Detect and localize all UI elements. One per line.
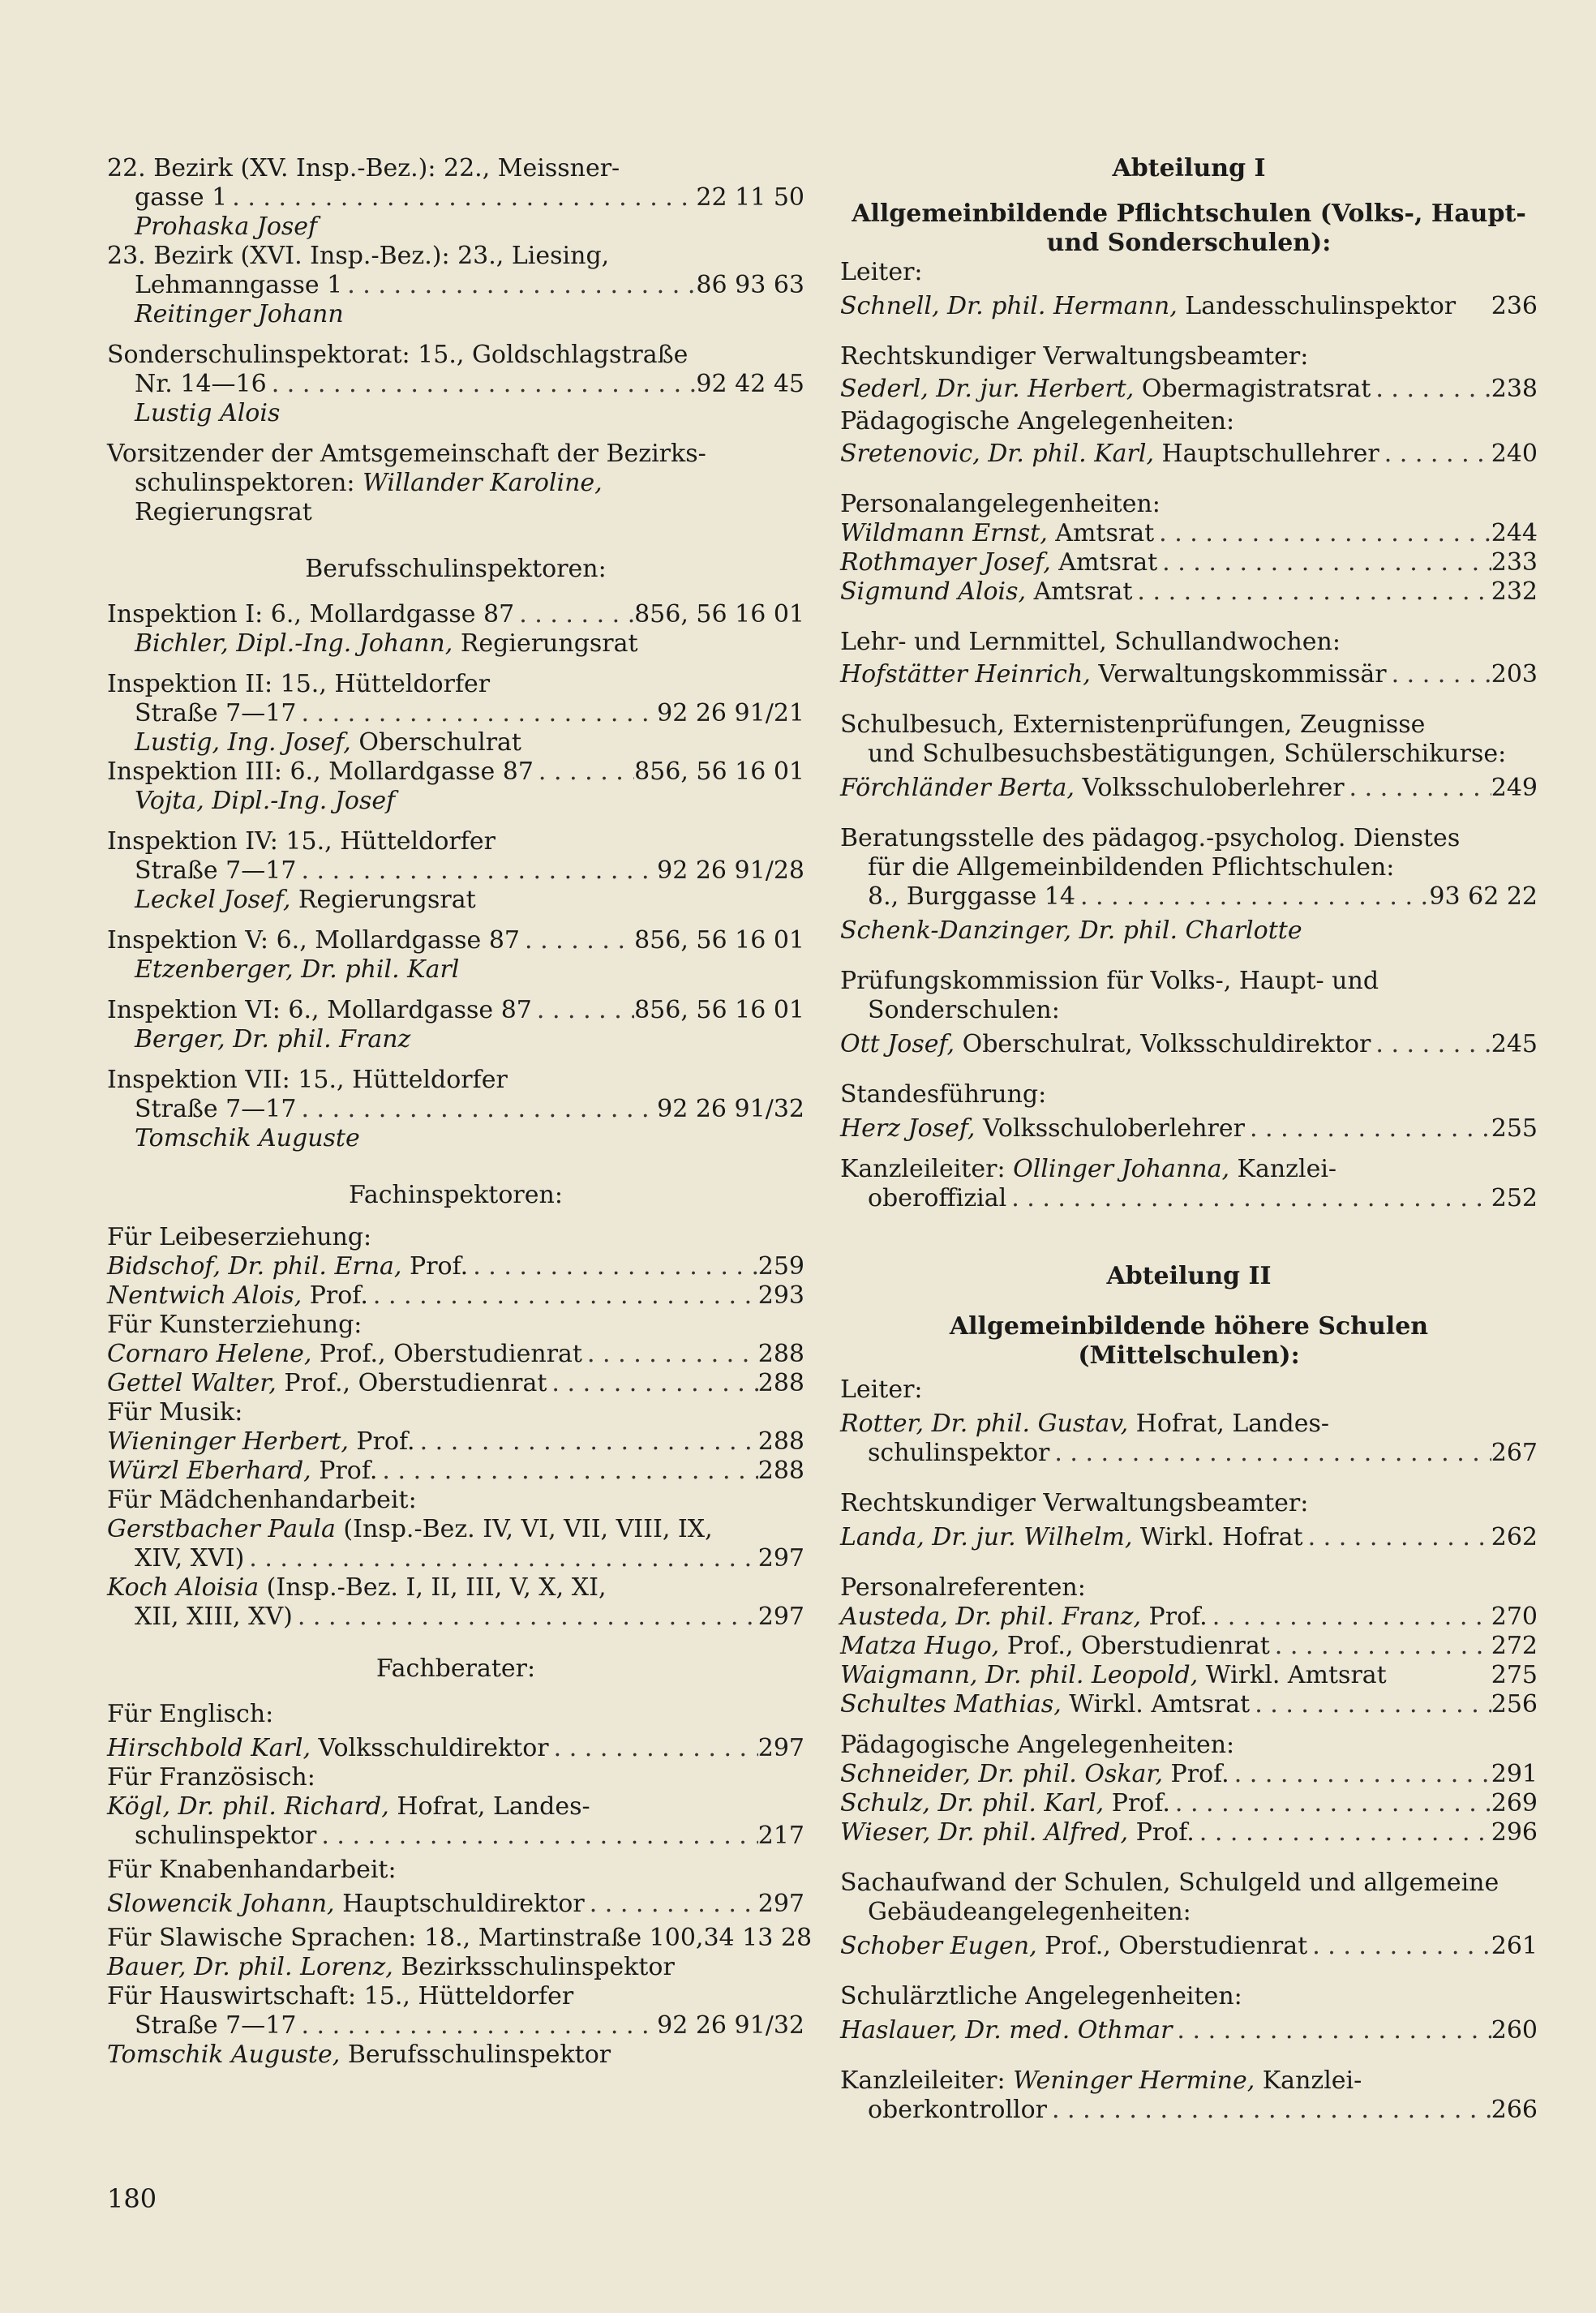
hauswirtschaft-line2: Straße 7—17 . . . 92 26 91/32 bbox=[107, 2011, 804, 2041]
fachinspektoren-heading: Fachinspektoren: bbox=[349, 1181, 563, 1209]
slowencik-row: Slowencik Johann, Hauptschuldirektor . . . 297 bbox=[107, 1890, 804, 1919]
austeda-row: Austeda, Dr. phil. Franz, Prof. . . . 270 bbox=[840, 1603, 1538, 1632]
haslauer-row: Haslauer, Dr. med. Othmar . . . 260 bbox=[840, 2016, 1538, 2045]
lehrmittel-label: Lehr- und Lernmittel, Schullandwochen: bbox=[840, 628, 1341, 656]
inspektion-4-line2: Straße 7—17 . . . 92 26 91/28 bbox=[107, 856, 804, 886]
koegl-line1: Kögl, Dr. phil. Richard, Hofrat, Landes- bbox=[107, 1792, 590, 1821]
rechtskundig-label-1: Rechtskundiger Verwaltungsbeamter: bbox=[840, 342, 1309, 371]
inspektion-3: Inspektion III: 6., Mollardgasse 87 . . . 856, 56 16 01 bbox=[107, 757, 804, 787]
bezirk-23-name: Reitinger Johann bbox=[135, 300, 344, 328]
page-number: 180 bbox=[107, 2183, 157, 2214]
leibeserziehung-label: Für Leibeserziehung: bbox=[107, 1223, 372, 1251]
sonderschul-name: Lustig Alois bbox=[135, 399, 281, 427]
beratung-line3: 8., Burggasse 14 . . . 93 62 22 bbox=[840, 882, 1538, 912]
hofstaetter-row: Hofstätter Heinrich, Verwaltungskommissär . . . 203 bbox=[840, 660, 1538, 689]
waigmann-row: Waigmann, Dr. phil. Leopold, Wirkl. Amtsrat 275 bbox=[840, 1661, 1538, 1689]
sretenovic-row: Sretenovic, Dr. phil. Karl, Hauptschullehrer . . . 240 bbox=[840, 440, 1538, 469]
schultes-row: Schultes Mathias, Wirkl. Amtsrat . . . 256 bbox=[840, 1690, 1538, 1719]
wildmann-row: Wildmann Ernst, Amtsrat . . . 244 bbox=[840, 519, 1538, 548]
foerchlaender-row: Förchländer Berta, Volksschuloberlehrer . . . 249 bbox=[840, 774, 1538, 803]
pruefung-line2: Sonderschulen: bbox=[868, 996, 1060, 1024]
paedagogisch-label-2: Pädagogische Angelegenheiten: bbox=[840, 1731, 1235, 1759]
schober-row: Schober Eugen, Prof., Oberstudienrat . . . 261 bbox=[840, 1932, 1538, 1961]
koch-line2: XII, XIII, XV) . . . 297 bbox=[107, 1603, 804, 1632]
bidschof-row: Bidschof, Dr. phil. Erna, Prof. . . . 259 bbox=[107, 1252, 804, 1281]
sederl-row: Sederl, Dr. jur. Herbert, Obermagistratsrat . . . 238 bbox=[840, 375, 1538, 404]
vorsitzender-line1: Vorsitzender der Amtsgemeinschaft der Bezirks- bbox=[107, 440, 706, 468]
abteilung-1-heading: Abteilung I bbox=[1112, 154, 1266, 182]
leiter-label-1: Leiter: bbox=[840, 258, 923, 286]
personal-label-1: Personalangelegenheiten: bbox=[840, 490, 1161, 518]
sachaufwand-line2: Gebäudeangelegenheiten: bbox=[868, 1898, 1191, 1926]
bezirk-22-name: Prohaska Josef bbox=[135, 212, 318, 241]
right-column bbox=[840, 154, 1538, 2125]
bezirk-23-phone: 86 93 63 bbox=[696, 271, 804, 299]
gerstbacher-line1: Gerstbacher Paula (Insp.-Bez. IV, VI, VII, VIII, IX, bbox=[107, 1515, 713, 1543]
sigmund-row: Sigmund Alois, Amtsrat . . . 232 bbox=[840, 577, 1538, 607]
wuerzl-row: Würzl Eberhard, Prof. . . . 288 bbox=[107, 1457, 804, 1486]
abteilung-1-subheading-2: und Sonderschulen): bbox=[1046, 229, 1332, 257]
inspektion-2-name: Lustig, Ing. Josef, Oberschulrat bbox=[135, 728, 521, 757]
schulbesuch-line1: Schulbesuch, Externistenprüfungen, Zeugnisse bbox=[840, 710, 1426, 739]
wieser-row: Wieser, Dr. phil. Alfred, Prof. . . . 296 bbox=[840, 1818, 1538, 1847]
sonderschul-phone: 92 42 45 bbox=[696, 370, 804, 398]
pruefung-line1: Prüfungskommission für Volks-, Haupt- und bbox=[840, 967, 1379, 995]
leiter-label-2: Leiter: bbox=[840, 1375, 923, 1404]
inspektion-1: Inspektion I: 6., Mollardgasse 87 . . . 856, 56 16 01 bbox=[107, 600, 804, 629]
sachaufwand-line1: Sachaufwand der Schulen, Schulgeld und allgemeine bbox=[840, 1869, 1499, 1897]
rotter-line1: Rotter, Dr. phil. Gustav, Hofrat, Landes- bbox=[840, 1410, 1329, 1438]
franzoesisch-label: Für Französisch: bbox=[107, 1763, 315, 1792]
cornaro-row: Cornaro Helene, Prof., Oberstudienrat . . . 288 bbox=[107, 1340, 804, 1369]
bezirk-23-line2: Lehmanngasse 1 . . . 86 93 63 bbox=[107, 271, 804, 300]
vorsitzender-line2: schulinspektoren: Willander Karoline, bbox=[135, 469, 603, 497]
hirschbold-row: Hirschbold Karl, Volksschuldirektor . . . 297 bbox=[107, 1734, 804, 1763]
beratung-line2: für die Allgemeinbildenden Pflichtschulen: bbox=[868, 853, 1395, 882]
englisch-label: Für Englisch: bbox=[107, 1700, 274, 1728]
bezirk-23-line1: 23. Bezirk (XVI. Insp.-Bez.): 23., Liesing, bbox=[107, 242, 610, 270]
schneider-row: Schneider, Dr. phil. Oskar, Prof. . . . 291 bbox=[840, 1760, 1538, 1789]
schnell-row: Schnell, Dr. phil. Hermann, Landesschulinspektor 236 bbox=[840, 292, 1538, 320]
matza-row: Matza Hugo, Prof., Oberstudienrat . . . 272 bbox=[840, 1632, 1538, 1661]
knabenhandarbeit-label: Für Knabenhandarbeit: bbox=[107, 1856, 397, 1884]
standesfuehrung-label: Standesführung: bbox=[840, 1080, 1047, 1109]
bezirk-22-line1: 22. Bezirk (XV. Insp.-Bez.): 22., Meissner- bbox=[107, 154, 620, 182]
sonderschul-line1: Sonderschulinspektorat: 15., Goldschlagstraße bbox=[107, 341, 689, 369]
abteilung-2-heading: Abteilung II bbox=[1106, 1262, 1272, 1290]
inspektion-4: Inspektion IV: 15., Hütteldorfer bbox=[107, 827, 496, 856]
kanzleileiter-2-line1: Kanzleileiter: Weninger Hermine, Kanzlei- bbox=[840, 2066, 1362, 2095]
inspektion-1-name: Bichler, Dipl.-Ing. Johann, Regierungsrat bbox=[135, 629, 638, 658]
inspektion-7-line2: Straße 7—17 . . . 92 26 91/32 bbox=[107, 1095, 804, 1124]
schulz-row: Schulz, Dr. phil. Karl, Prof. . . . 269 bbox=[840, 1789, 1538, 1818]
koch-line1: Koch Aloisia (Insp.-Bez. I, II, III, V, X, XI, bbox=[107, 1573, 607, 1602]
kanzleileiter-1-line2: oberoffizial . . . 252 bbox=[840, 1184, 1538, 1213]
ott-row: Ott Josef, Oberschulrat, Volksschuldirektor . . . 245 bbox=[840, 1030, 1538, 1059]
beratung-line1: Beratungsstelle des pädagog.-psycholog. Dienstes bbox=[840, 824, 1461, 852]
rechtskundig-label-2: Rechtskundiger Verwaltungsbeamter: bbox=[840, 1489, 1309, 1517]
paedagogisch-label-1: Pädagogische Angelegenheiten: bbox=[840, 407, 1235, 436]
abteilung-2-subheading: Allgemeinbildende höhere Schulen (Mittelschulen): bbox=[949, 1312, 1429, 1370]
schularzt-label: Schulärztliche Angelegenheiten: bbox=[840, 1982, 1242, 2010]
sonderschul-line2: Nr. 14—16 . . . 92 42 45 bbox=[107, 370, 804, 399]
vorsitzender-line3: Regierungsrat bbox=[135, 498, 312, 526]
koegl-line2: schulinspektor . . . 217 bbox=[107, 1822, 804, 1851]
maedchenhandarbeit-label: Für Mädchenhandarbeit: bbox=[107, 1486, 417, 1514]
inspektion-7-name: Tomschik Auguste bbox=[135, 1124, 360, 1152]
inspektion-2-line2: Straße 7—17 . . . 92 26 91/21 bbox=[107, 699, 804, 728]
inspektion-5: Inspektion V: 6., Mollardgasse 87 . . . 856, 56 16 01 bbox=[107, 926, 804, 955]
rotter-line2: schulinspektor . . . 267 bbox=[840, 1439, 1538, 1468]
left-column bbox=[107, 154, 813, 2070]
kanzleileiter-2-line2: oberkontrollor . . . 266 bbox=[840, 2096, 1538, 2125]
berufsschul-heading: Berufsschulinspektoren: bbox=[305, 555, 607, 583]
inspektion-6: Inspektion VI: 6., Mollardgasse 87 . . . 856, 56 16 01 bbox=[107, 996, 804, 1025]
gettel-row: Gettel Walter, Prof., Oberstudienrat . . . 288 bbox=[107, 1369, 804, 1398]
inspektion-4-name: Leckel Josef, Regierungsrat bbox=[135, 886, 476, 914]
abteilung-1-subheading-1: Allgemeinbildende Pflichtschulen (Volks-, Haupt- bbox=[852, 200, 1526, 228]
bezirk-22-line2: gasse 1 . . . 22 11 50 bbox=[107, 183, 804, 212]
inspektion-5-name: Etzenberger, Dr. phil. Karl bbox=[135, 955, 460, 984]
inspektion-2: Inspektion II: 15., Hütteldorfer bbox=[107, 670, 491, 698]
herz-row: Herz Josef, Volksschuloberlehrer . . . 255 bbox=[840, 1114, 1538, 1144]
landa-row: Landa, Dr. jur. Wilhelm, Wirkl. Hofrat . . . 262 bbox=[840, 1523, 1538, 1552]
gerstbacher-line2: XIV, XVI) . . . 297 bbox=[107, 1544, 804, 1573]
fachberater-heading: Fachberater: bbox=[375, 1654, 536, 1683]
hauswirtschaft-line1: Für Hauswirtschaft: 15., Hütteldorfer bbox=[107, 1982, 574, 2010]
schenk-danzinger-row: Schenk-Danzinger, Dr. phil. Charlotte bbox=[840, 916, 1302, 945]
kunsterziehung-label: Für Kunsterziehung: bbox=[107, 1311, 363, 1339]
personalreferenten-label: Personalreferenten: bbox=[840, 1573, 1086, 1602]
inspektion-3-name: Vojta, Dipl.-Ing. Josef bbox=[135, 787, 396, 815]
bauer-row: Bauer, Dr. phil. Lorenz, Bezirksschulinspektor bbox=[107, 1953, 675, 1981]
kanzleileiter-1-line1: Kanzleileiter: Ollinger Johanna, Kanzlei- bbox=[840, 1155, 1337, 1183]
inspektion-6-name: Berger, Dr. phil. Franz bbox=[135, 1025, 411, 1054]
wieninger-row: Wieninger Herbert, Prof. . . . 288 bbox=[107, 1427, 804, 1457]
schulbesuch-line2: und Schulbesuchsbestätigungen, Schülerschikurse: bbox=[868, 740, 1507, 768]
bezirk-22-phone: 22 11 50 bbox=[696, 183, 804, 212]
musik-label: Für Musik: bbox=[107, 1398, 243, 1427]
nentwich-row: Nentwich Alois, Prof. . . . 293 bbox=[107, 1281, 804, 1311]
slawische-sprachen-row: Für Slawische Sprachen: 18., Martinstraße 100, 34 13 28 bbox=[107, 1924, 813, 1952]
inspektion-7: Inspektion VII: 15., Hütteldorfer bbox=[107, 1066, 508, 1094]
tomschik-row: Tomschik Auguste, Berufsschulinspektor bbox=[107, 2041, 611, 2069]
rothmayer-row: Rothmayer Josef, Amtsrat . . . 233 bbox=[840, 548, 1538, 577]
